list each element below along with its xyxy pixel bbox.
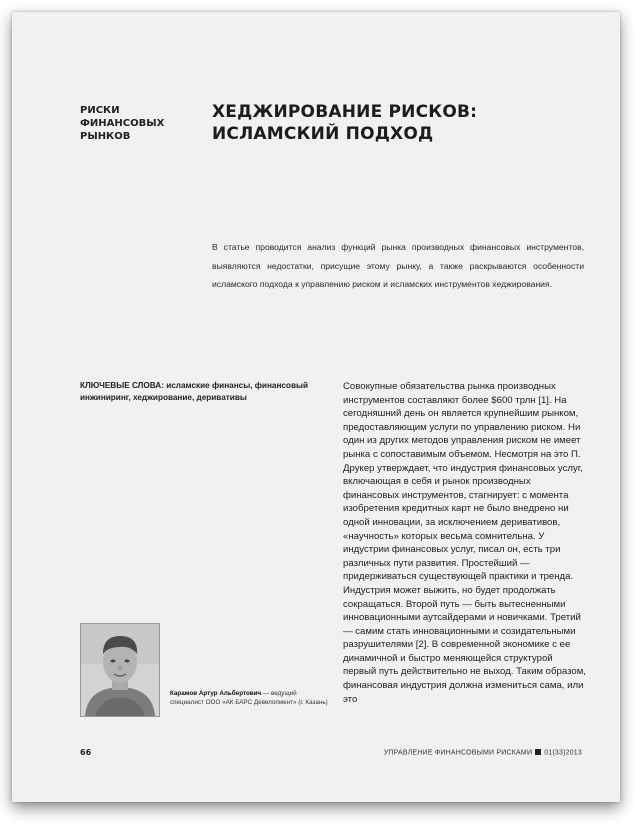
author-description: — ведущий специалист ООО «АК БАРС Девелопмент» (г. Казань) [170,690,328,706]
author-name: Карамов Артур Альбертович [170,690,262,697]
journal-issue: 01(33)2013 [544,749,582,757]
author-caption [170,689,330,707]
footer-journal [384,749,582,757]
article-title: ХЕДЖИРОВАНИЕ РИСКОВ: ИСЛАМСКИЙ ПОДХОД [212,102,478,144]
article-abstract: В статье проводится анализ функций рынка производных финансовых инструментов, выявляются недостатки, присущие этому рынку, а также раскрываются особенности исламского подхода к управлению риском и исламских инструментов хеджирования. [212,242,584,289]
square-bullet-icon [535,749,541,755]
journal-page [12,12,620,802]
author-portrait-image [81,624,159,716]
author-photo [80,623,160,717]
journal-name: УПРАВЛЕНИЕ ФИНАНСОВЫМИ РИСКАМИ [383,749,533,757]
keywords-label: КЛЮЧЕВЫЕ СЛОВА: [80,381,164,390]
page-number: 66 [80,748,92,757]
section-label: РИСКИ ФИНАНСОВЫХ РЫНКОВ [80,105,165,142]
article-body-text: Совокупные обязательства рынка производных инструментов составляют более $600 трлн [1]. На сегодняшний день он является крупнейшим рынком, предоставляющим услуги по управлению риском. Ни один из других методов управления риском не имеет рынка с сопоставимым объемом. Несмотря на это П. Друкер утверждает, что индустрия финансовых услуг, включающая в себя и рынок производных финансовых инструментов, стагнирует: с момента изобретения кредитных карт не было внедрено ни одной инновации, за исключением деривативов, «научность» которых весьма сомнительна. У индустрии финансовых услуг, писал он, есть три различных пути развития. Простейший — придерживаться существующей практики и тренда. Индустрия может выжить, но будет продолжать сокращаться. Второй путь — быть вытесненными инновационными аутсайдерами и новичками. Третий — самим стать инновационными и созидательными разрушителями [2]. В современной экономике с ее динамичной и быстро меняющейся структурой первый путь действительно не выход. Таким образом, финансовая индустрия должна измениться сама, или это [343,381,586,705]
keywords-text: исламские финансы, финансовый инжиниринг, хеджирование, деривативы [80,381,308,402]
keywords-block [80,380,310,403]
